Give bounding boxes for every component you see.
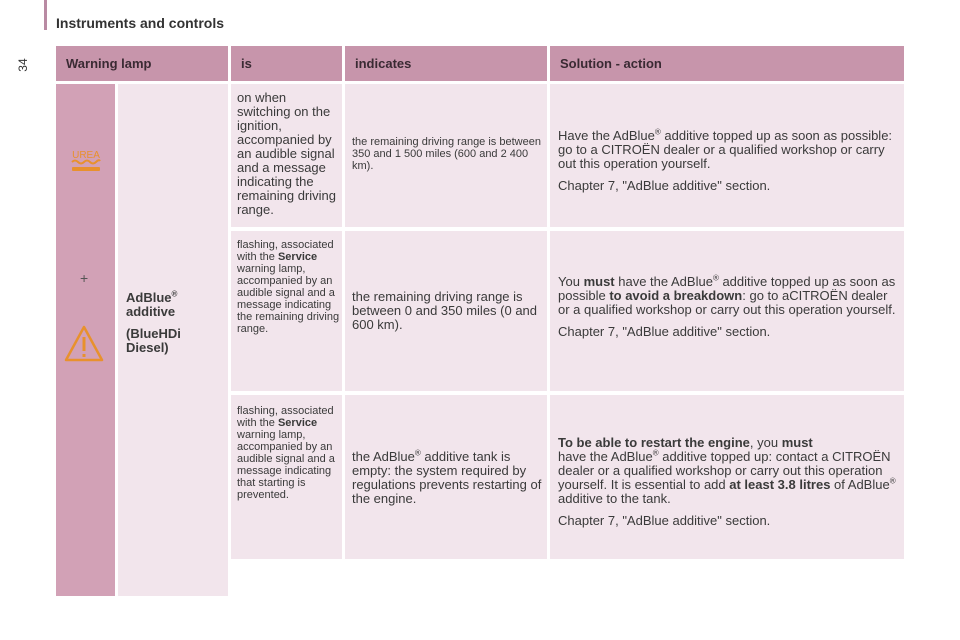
lamp-name-cell [118,84,228,596]
row2-is-cell [231,231,342,391]
urea-label: UREA [72,150,100,161]
page-number: 34 [16,58,30,72]
row3-is-text: flashing, associated with the Service warning lamp, accompanied by an audible signal and a message indicating that starting is prevented. [237,405,335,501]
row3-indicates-text: the AdBlue® additive tank is empty: the system required by regulations prevents restarting of the engine. [352,448,542,506]
margin-bar [44,0,47,30]
header-solution: Solution - action [550,46,904,81]
row3-indicates-cell [345,395,547,559]
warning-triangle-icon [63,324,105,364]
lamp-name: AdBlue® additive (BlueHDi Diesel) [126,291,222,355]
section-title: Instruments and controls [56,15,225,31]
urea-gauge-icon [68,146,104,176]
row2-indicates-cell [345,231,547,391]
row2-solution-text: You must have the AdBlue® additive topped up as soon as possible to avoid a breakdown: go to aCITROËN dealer or a qualified workshop or carry out this operation yourself. Chapter 7, "AdBlue additive" section. [558,273,896,339]
row1-solution-text: Have the AdBlue® additive topped up as soon as possible: go to a CITROËN dealer or a qualified workshop or carry out this operation yourself. Chapter 7, "AdBlue additive" section. [558,127,893,193]
header-is: is [231,46,342,81]
header-warning-lamp: Warning lamp [56,46,228,81]
row2-solution-cell [550,231,904,391]
row2-indicates-text: the remaining driving range is between 0 and 350 miles (0 and 600 km). [352,289,538,332]
row1-is-text: on when switching on the ignition, accompanied by an audible signal and a message indicating the remaining driving range. [237,90,336,217]
row3-is-cell [231,395,342,559]
row1-solution-cell [550,84,904,227]
row3-solution-cell [550,395,904,559]
row3-solution-text: To be able to restart the engine, you must have the AdBlue® additive topped up: contact a CITROËN dealer or a qualified workshop or carry out this operation yourself. It is essential to add at least 3.8 litres of AdBlue® additive to the tank. Chapter 7, "AdBlue additive" section. [558,435,896,528]
row1-indicates-text: the remaining driving range is between 350 and 1 500 miles (600 and 2 400 km). [352,136,541,172]
row1-indicates-cell [345,84,547,227]
row1-is-cell [231,84,342,227]
plus-sign: + [80,270,89,286]
header-indicates: indicates [345,46,547,81]
lamp-variant: (BlueHDi Diesel) [126,326,181,355]
row2-is-text: flashing, associated with the Service warning lamp, accompanied by an audible signal and a message indicating the remaining driving range. [237,239,340,335]
icon-column [56,84,115,596]
